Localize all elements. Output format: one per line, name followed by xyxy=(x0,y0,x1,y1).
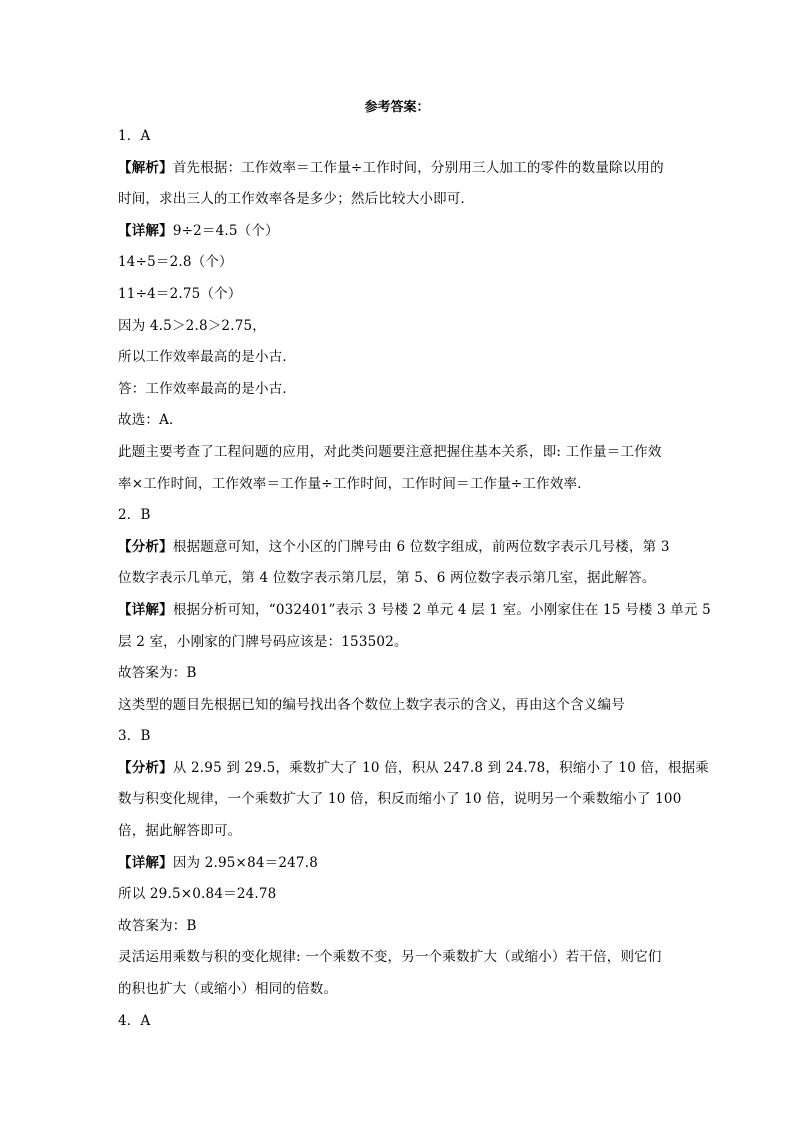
line-text: 层 2 室，小刚家的门牌号码应该是：153502。 xyxy=(118,633,408,650)
text-line xyxy=(118,627,678,659)
page-title: 参考答案： xyxy=(364,100,430,115)
text-line xyxy=(118,500,678,532)
line-text: 数与积变化规律，一个乘数扩大了 10 倍，积反而缩小了 10 倍，说明另一个乘数缩小了 100 xyxy=(118,791,682,808)
text-line xyxy=(118,311,678,343)
text-line xyxy=(118,405,678,437)
text-line xyxy=(118,1006,678,1038)
text-line xyxy=(118,595,711,627)
text-line xyxy=(118,374,678,406)
text-line xyxy=(118,563,678,595)
text-line xyxy=(118,121,678,153)
line-text: 2．B xyxy=(118,507,151,524)
line-text: 此题主要考查了工程问题的应用，对此类问题要注意把握住基本关系，即: 工作量＝工作效 xyxy=(118,443,662,460)
section-tag: 【解析】 xyxy=(118,159,173,176)
text-line xyxy=(118,437,678,469)
text-line xyxy=(118,279,678,311)
text-line xyxy=(118,942,678,974)
text-line xyxy=(118,784,682,816)
line-text: 所以工作效率最高的是小古． xyxy=(118,349,297,366)
line-text: 位数字表示几单元，第 4 位数字表示第几层，第 5、6 两位数字表示第几室，据此解答。 xyxy=(118,570,656,587)
line-text: 的积也扩大（或缩小）相同的倍数。 xyxy=(118,981,338,998)
text-line xyxy=(118,753,709,785)
section-tag: 【分析】 xyxy=(118,759,173,776)
text-line xyxy=(118,658,678,690)
answer-content xyxy=(118,121,711,1037)
text-line xyxy=(118,879,678,911)
line-text: 所以 29.5×0.84＝24.78 xyxy=(118,886,277,903)
text-line xyxy=(118,816,678,848)
line-text: 根据分析可知，“032401”表示 3 号楼 2 单元 4 层 1 室。小刚家住在 15 号楼 3 单元 5 xyxy=(172,601,711,618)
line-text: 首先根据：工作效率＝工作量÷工作时间，分别用三人加工的零件的数量除以用的 xyxy=(172,159,664,176)
line-text: 答：工作效率最高的是小古． xyxy=(118,380,297,397)
line-text: 4．A xyxy=(118,1012,151,1029)
text-line xyxy=(118,342,678,374)
text-line xyxy=(118,216,678,248)
text-line xyxy=(118,247,678,279)
text-line xyxy=(118,153,678,185)
line-text: 灵活运用乘数与积的变化规律: 一个乘数不变，另一个乘数扩大（或缩小）若干倍，则它们 xyxy=(118,949,662,966)
section-tag: 【详解】 xyxy=(118,601,173,618)
line-text: 倍，据此解答即可。 xyxy=(118,823,242,840)
section-tag: 【详解】 xyxy=(118,854,173,871)
line-text: 11÷4＝2.75（个） xyxy=(118,285,242,302)
line-text: 故选：A． xyxy=(118,412,183,429)
text-line xyxy=(118,532,678,564)
line-text: 9÷2＝4.5（个） xyxy=(172,222,279,239)
text-line xyxy=(118,974,678,1006)
text-line xyxy=(118,184,678,216)
text-line xyxy=(118,690,678,722)
text-line xyxy=(118,848,678,880)
section-tag: 【分析】 xyxy=(118,538,173,555)
line-text: 时间，求出三人的工作效率各是多少；然后比较大小即可． xyxy=(118,191,475,208)
line-text: 1．A xyxy=(118,128,151,144)
section-tag: 【详解】 xyxy=(118,222,173,239)
line-text: 3．B xyxy=(118,728,151,745)
line-text: 因为 2.95×84＝247.8 xyxy=(172,854,318,871)
line-text: 因为 4.5＞2.8＞2.75， xyxy=(118,317,266,334)
line-text: 这类型的题目先根据已知的编号找出各个数位上数字表示的含义，再由这个含义编号 xyxy=(118,696,625,713)
line-text: 故答案为：B xyxy=(118,665,197,682)
line-text: 率×工作时间，工作效率＝工作量÷工作时间，工作时间＝工作量÷工作效率． xyxy=(118,475,591,492)
line-text: 14÷5＝2.8（个） xyxy=(118,254,233,271)
line-text: 从 2.95 到 29.5，乘数扩大了 10 倍，积从 247.8 到 24.78，积缩小了 10 倍，根据乘 xyxy=(172,759,709,776)
text-line xyxy=(118,469,678,501)
line-text: 根据题意可知，这个小区的门牌号由 6 位数字组成，前两位数字表示几号楼，第 3 xyxy=(172,538,670,555)
text-line xyxy=(118,911,678,943)
line-text: 故答案为：B xyxy=(118,917,197,934)
text-line xyxy=(118,721,678,753)
